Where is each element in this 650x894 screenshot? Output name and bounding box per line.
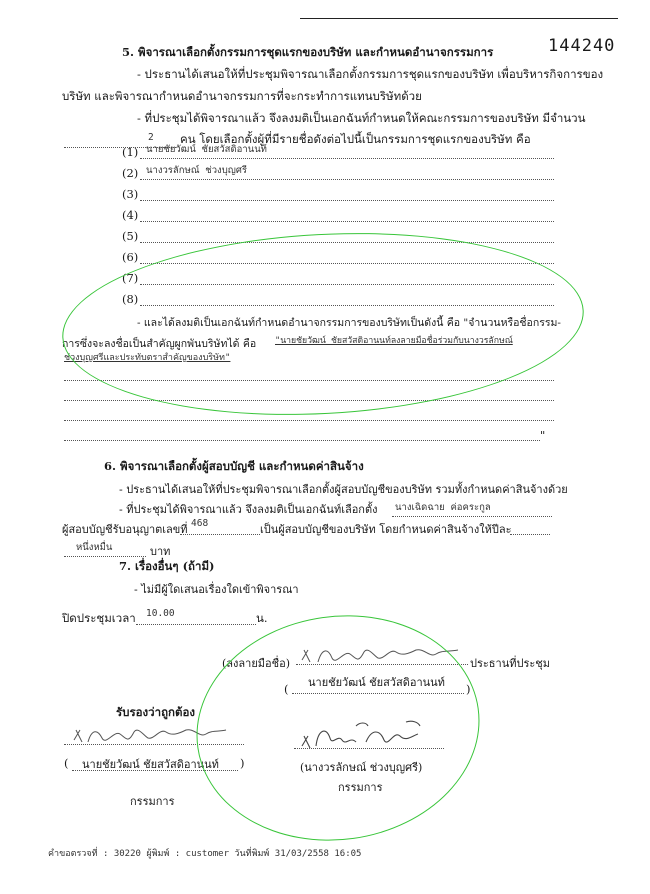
auditor-fee-text: เป็นผู้สอบบัญชีของบริษัท โดยกำหนดค่าสินจ้างให้ปีละ [260, 523, 512, 536]
dotline [140, 179, 554, 180]
closing-label: ปิดประชุมเวลา [62, 611, 136, 625]
director2-name: (นางวรลักษณ์ ช่วงบุญศรี) [300, 761, 423, 774]
director-number: (1) [122, 145, 139, 159]
closing-quote: " [540, 428, 546, 442]
print-footer: คำขอตรวจที่ : 30220 ผู้พิมพ์ : customer วันที่พิมพ์ 31/03/2558 16:05 [48, 849, 362, 859]
section-5-para2b: คน โดยเลือกตั้งผู้ที่มีรายชื่อดังต่อไปนี้เป็นกรรมการชุดแรกของบริษัท คือ [180, 132, 531, 146]
dotline [64, 556, 146, 557]
director-name: นายชัยวัฒน์ ชัยสวัสดิอานนท์ [146, 144, 267, 155]
open-paren: ( [284, 682, 289, 696]
auditor-fee: หนึ่งหมื่น [76, 542, 113, 553]
director-name: นางวรลักษณ์ ช่วงบุญศรี [146, 165, 247, 176]
dotline [392, 516, 552, 517]
closing-suffix: น. [256, 611, 268, 625]
section-5-para1b: บริษัท และพิจารณากำหนดอำนาจกรรมการที่จะกระทำการแทนบริษัทด้วย [62, 89, 422, 103]
director-number: (3) [122, 187, 139, 201]
section-7-title: 7. เรื่องอื่นๆ (ถ้ามี) [119, 559, 215, 573]
director-number: (2) [122, 166, 139, 180]
chair-name: นายชัยวัฒน์ ชัยสวัสดิอานนท์ [308, 676, 445, 689]
section-7-para1: - ไม่มีผู้ใดเสนอเรื่องใดเข้าพิจารณา [134, 583, 299, 596]
auditor-license-number: 468 [191, 518, 209, 529]
close-paren: ) [466, 682, 471, 696]
dotline [180, 534, 260, 535]
signature-label: (ลงลายมือชื่อ) [222, 657, 290, 670]
director-count: 2 [148, 132, 154, 143]
section-5-para3a: - และได้ลงมติเป็นเอกฉันท์กำหนดอำนาจกรรมการของบริษัทเป็นดังนี้ คือ "จำนวนหรือชื่อกรรม- [137, 317, 561, 329]
auditor-name: นางเฉิดฉาย ค่อคระกูล [395, 502, 491, 513]
certify-label: รับรองว่าถูกต้อง [116, 705, 196, 719]
top-rule [300, 18, 618, 19]
authority-text-cont: ช่วงบุญศรีและประทับตราสำคัญของบริษัท" [64, 353, 231, 363]
section-5-para1a: - ประธานได้เสนอให้ที่ประชุมพิจารณาเลือกตั้งกรรมการชุดแรกของบริษัท เพื่อบริหารกิจการของ [137, 67, 604, 81]
section-6-para2: - ที่ประชุมได้พิจารณาแล้ว จึงลงมติเป็นเอกฉันท์เลือกตั้ง [119, 503, 378, 516]
section-6-title: 6. พิจารณาเลือกตั้งผู้สอบบัญชี และกำหนดค่าสินจ้าง [104, 459, 364, 473]
certify-role: กรรมการ [130, 795, 175, 808]
section-6-para1: - ประธานได้เสนอให้ที่ประชุมพิจารณาเลือกตั้งผู้สอบบัญชีของบริษัท รวมทั้งกำหนดค่าสินจ้างด้วย [119, 483, 568, 496]
auditor-license-label: ผู้สอบบัญชีรับอนุญาตเลขที่ [62, 523, 188, 536]
director-number: (8) [122, 292, 139, 306]
dotline [510, 534, 550, 535]
director2-role: กรรมการ [338, 781, 383, 794]
director-number: (7) [122, 271, 139, 285]
dotline [64, 420, 554, 421]
fee-unit: บาท [150, 545, 171, 558]
certify-name: นายชัยวัฒน์ ชัยสวัสดิอานนท์ [82, 758, 219, 771]
highlight-oval-signatures [182, 597, 494, 858]
close-paren: ) [240, 756, 245, 770]
section-5-title: 5. พิจารณาเลือกตั้งกรรมการชุดแรกของบริษัท และกำหนดอำนาจกรรมการ [122, 45, 494, 59]
dotline [140, 158, 554, 159]
dotline [140, 200, 554, 201]
authority-text: "นายชัยวัฒน์ ชัยสวัสดิอานนท์ลงลายมือชื่อร่วมกับนางวรลักษณ์ [275, 336, 513, 346]
director-number: (6) [122, 250, 139, 264]
dotline [64, 440, 540, 441]
chair-role: ประธานที่ประชุม [470, 657, 550, 670]
open-paren: ( [64, 756, 69, 770]
director-number: (5) [122, 229, 139, 243]
dotline [140, 221, 554, 222]
section-5-para3b: การซึ่งจะลงชื่อเป็นสำคัญผูกพันบริษัทได้ คือ [62, 338, 257, 350]
section-5-para2a: - ที่ประชุมได้พิจารณาแล้ว จึงลงมติเป็นเอกฉันท์กำหนดให้คณะกรรมการของบริษัท มีจำนวน [137, 111, 586, 125]
director-number: (4) [122, 208, 139, 222]
dotline [136, 624, 256, 625]
document-number: 144240 [548, 36, 616, 56]
closing-time: 10.00 [146, 608, 175, 619]
